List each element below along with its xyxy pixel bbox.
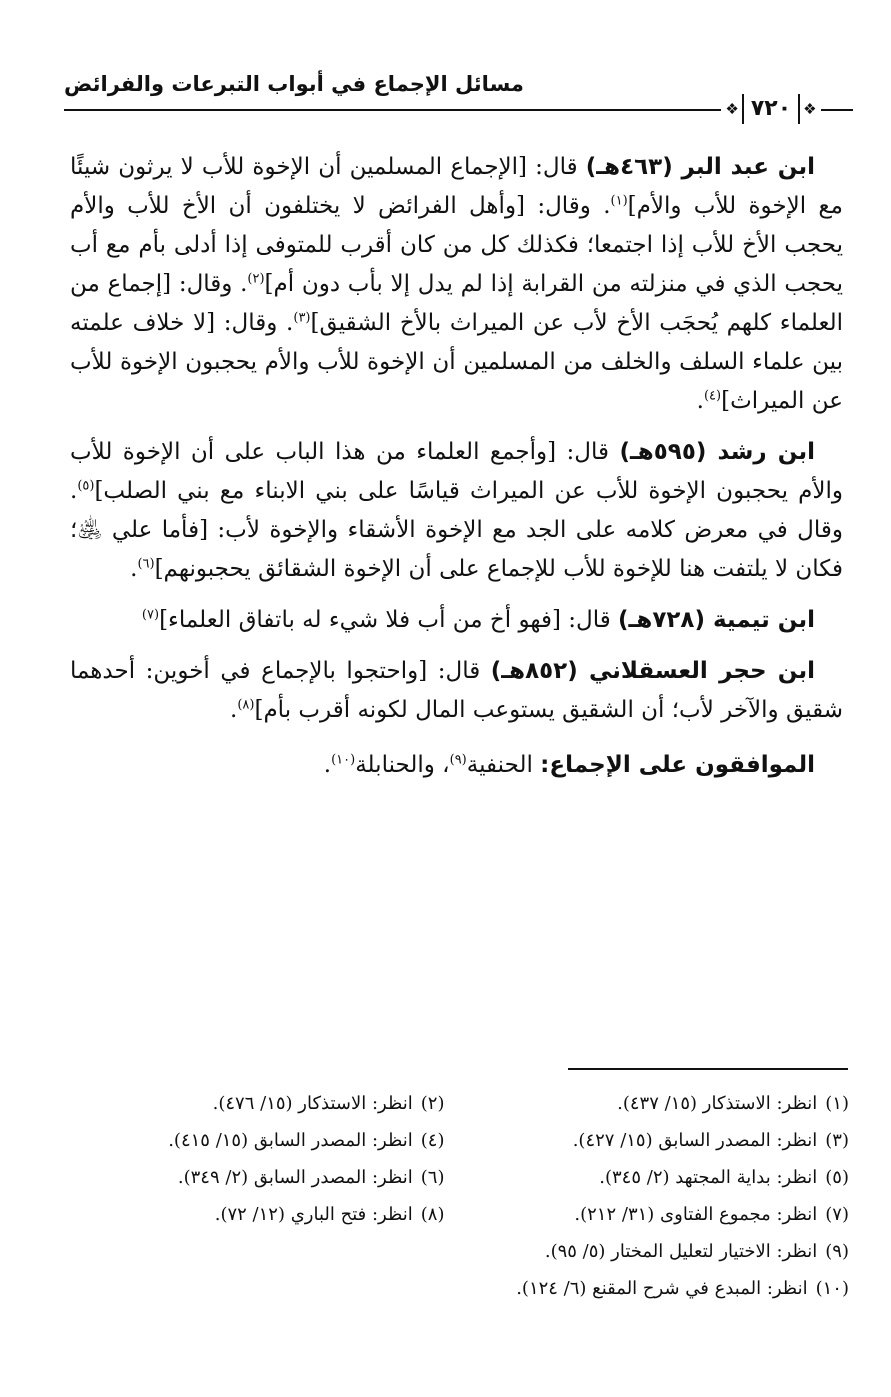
footnote-item bbox=[465, 1122, 850, 1159]
footnote-item bbox=[60, 1270, 849, 1307]
footnote-text: انظر: بداية المجتهد (٢/ ٣٤٥). bbox=[599, 1167, 818, 1188]
footnote-ref[interactable]: (٤) bbox=[703, 388, 722, 404]
footnote-text: انظر: المصدر السابق (٢/ ٣٤٩). bbox=[177, 1167, 413, 1188]
quote-text: . وقال: [لا خلاف علمته بين علماء السلف والخلف من المسلمين أن الإخوة للأب والأم يحجبون الإخوة للأب عن الميراث] bbox=[70, 310, 843, 414]
quote-text: . bbox=[230, 697, 238, 723]
footnote-ref[interactable]: (١٠) bbox=[331, 752, 356, 768]
footnote-item bbox=[60, 1159, 445, 1196]
footnote-ref[interactable]: (٢) bbox=[247, 271, 265, 287]
footnote-number: (١٠) bbox=[815, 1278, 849, 1299]
footnote-number: (٩) bbox=[825, 1241, 849, 1262]
agreement-label: الموافقون على الإجماع: bbox=[540, 752, 815, 778]
footnote-separator bbox=[568, 1068, 848, 1070]
school-separator: ، والحنابلة bbox=[355, 752, 450, 778]
quote-text: . bbox=[696, 388, 704, 414]
paragraph-ibn-taymiyyah bbox=[70, 601, 843, 640]
footnote-item bbox=[465, 1159, 850, 1196]
page-number-frame bbox=[721, 90, 821, 128]
footnote-ref[interactable]: (٧) bbox=[141, 607, 160, 623]
main-text bbox=[70, 148, 843, 797]
footnote-ref[interactable]: (٩) bbox=[449, 752, 467, 768]
footnote-text: انظر: الاستذكار (١٥/ ٤٧٦). bbox=[212, 1093, 413, 1114]
quote-text: . bbox=[130, 556, 138, 582]
footnote-ref[interactable]: (٥) bbox=[77, 478, 95, 494]
footnote-ref[interactable]: (٦) bbox=[137, 556, 155, 572]
running-title: مسائل الإجماع في أبواب التبرعات والفرائض bbox=[64, 72, 524, 96]
paragraph-ibn-abd-al-barr bbox=[70, 148, 843, 421]
quote-text: قال: [الإجماع المسلمين أن الإخوة للأب لا يرثون شيئًا مع الإخوة للأب والأم] bbox=[70, 154, 843, 219]
paragraph-ibn-rushd bbox=[70, 433, 843, 589]
footnote-text: انظر: مجموع الفتاوى (٣١/ ٢١٢). bbox=[574, 1204, 818, 1225]
agreement-line bbox=[70, 746, 843, 785]
footnote-number: (٤) bbox=[420, 1130, 445, 1151]
footnote-text: انظر: المصدر السابق (١٥/ ٤١٥). bbox=[168, 1130, 413, 1151]
footnotes bbox=[60, 1085, 849, 1307]
footnote-item bbox=[465, 1085, 850, 1122]
ornament-icon: ❖ bbox=[725, 99, 739, 118]
quote-text: . وقال في معرض كلامه على الجد مع الإخوة الأشقاء والإخوة لأب: [فأما علي ﵁؛ فكان لا يلتفت هنا للإخوة للأب للإجماع على أن الإخوة الشقائق يحجبونهم] bbox=[70, 478, 843, 582]
line-end: . bbox=[323, 752, 332, 778]
footnote-number: (٨) bbox=[420, 1204, 445, 1225]
running-header bbox=[64, 62, 853, 132]
quote-text: قال: [فهو أخ من أب فلا شيء له باتفاق العلماء] bbox=[159, 607, 611, 633]
quote-text: قال: [وأجمع العلماء من هذا الباب على أن الإخوة للأب والأم يحجبون الإخوة للأب عن الميراث قياسًا على بني الابناء مع بني الصلب] bbox=[70, 439, 843, 504]
footnote-number: (٣) bbox=[825, 1130, 849, 1151]
footnote-item bbox=[60, 1122, 445, 1159]
quote-text: . وقال: [وأهل الفرائض لا يختلفون أن الأخ للأب والأم يحجب الأخ للأب إذا اجتمعا؛ فكذلك كل من كان أقرب للمتوفى إذا أدلى بأم مع أب يحجب الذي في منزلته من القرابة إذا لم يدل إلا بأب دون أم] bbox=[70, 193, 843, 297]
footnote-number: (٦) bbox=[420, 1167, 445, 1188]
footnote-number: (٥) bbox=[825, 1167, 849, 1188]
footnote-ref[interactable]: (١) bbox=[610, 193, 628, 209]
footnote-item bbox=[60, 1233, 849, 1270]
footnote-ref[interactable]: (٨) bbox=[237, 697, 255, 713]
footnote-text: انظر: الاستذكار (١٥/ ٤٣٧). bbox=[617, 1093, 818, 1114]
footnote-text: انظر: الاختيار لتعليل المختار (٥/ ٩٥). bbox=[544, 1241, 818, 1262]
scholar-name: ابن تيمية (٧٢٨هـ) bbox=[618, 607, 815, 633]
paragraph-ibn-hajar bbox=[70, 652, 843, 730]
footnote-number: (١) bbox=[825, 1093, 849, 1114]
ornament-icon: ❖ bbox=[803, 99, 817, 118]
footnote-grid bbox=[60, 1085, 849, 1233]
footnote-text: انظر: المصدر السابق (١٥/ ٤٢٧). bbox=[572, 1130, 818, 1151]
footnote-item bbox=[60, 1196, 445, 1233]
quote-text: قال: [واحتجوا بالإجماع في أخوين: أحدهما شقيق والآخر لأب؛ أن الشقيق يستوعب المال لكونه أقرب بأم] bbox=[70, 658, 843, 723]
footnote-item bbox=[465, 1196, 850, 1233]
footnote-text: انظر: المبدع في شرح المقنع (٦/ ١٢٤). bbox=[516, 1278, 808, 1299]
footnote-item bbox=[60, 1085, 445, 1122]
quote-text: . وقال: [إجماع من العلماء كلهم يُحجَب الأخ لأب عن الميراث بالأخ الشقيق] bbox=[70, 271, 843, 336]
footnote-number: (٧) bbox=[825, 1204, 849, 1225]
scholar-name: ابن حجر العسقلاني (٨٥٢هـ) bbox=[490, 658, 815, 684]
footnote-ref[interactable]: (٣) bbox=[293, 310, 311, 326]
page-number: ٧٢٠ bbox=[742, 94, 800, 124]
scholar-name: ابن رشد (٥٩٥هـ) bbox=[619, 439, 816, 465]
scholar-name: ابن عبد البر (٤٦٣هـ) bbox=[585, 154, 815, 180]
school-hanafi: الحنفية bbox=[466, 752, 533, 778]
footnote-text: انظر: فتح الباري (١٢/ ٧٢). bbox=[214, 1204, 413, 1225]
footnote-number: (٢) bbox=[420, 1093, 445, 1114]
